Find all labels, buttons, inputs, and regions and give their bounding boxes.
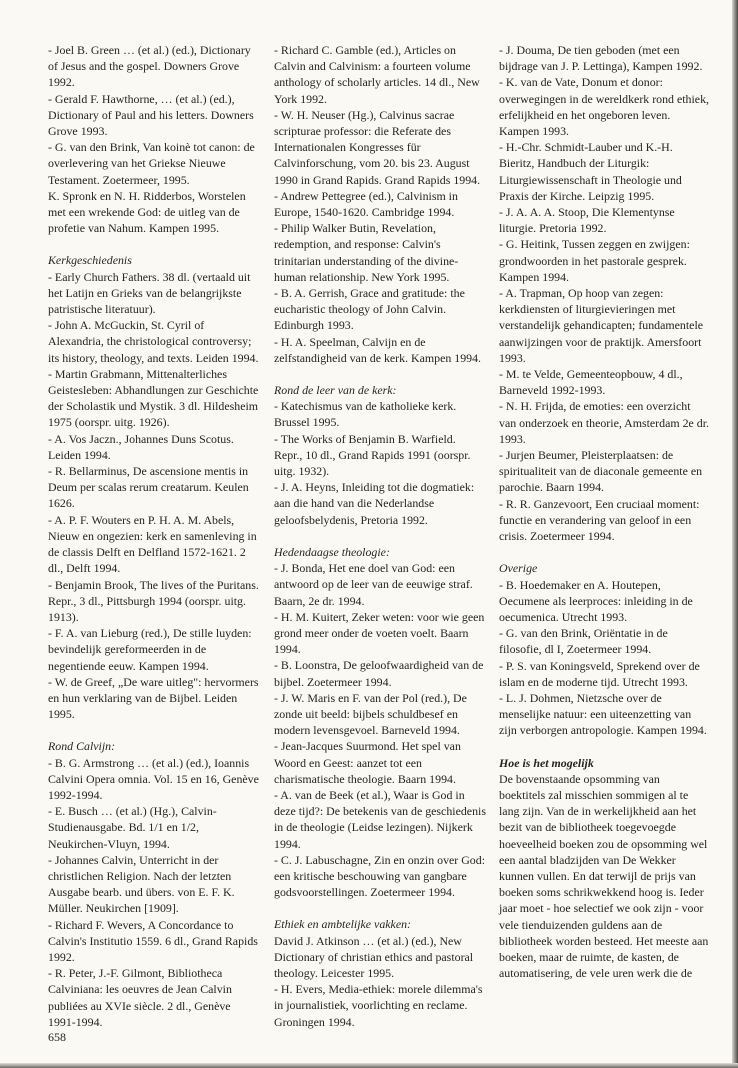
list-item: - H.-Chr. Schmidt-Lauber und K.-H. Bieritz, Handbuch der Liturgik: Liturgiewissenschaft in Theologie und Praxis der Kirche. Leipzig 1995. <box>499 140 682 203</box>
list-item: - G. van den Brink, Oriëntatie in de filosofie, dl I, Zoetermeer 1994. <box>499 626 668 657</box>
list-item: - B. Hoedemaker en A. Houtepen, Oecumene als leerproces: inleiding in de oecumenica. Utrecht 1993. <box>499 577 693 624</box>
article-subheading: Hoe is het mogelijk <box>499 755 594 770</box>
list-item: - J. A. Heyns, Inleiding tot die dogmatiek: aan die hand van die Nederlandse geloofsbelydenis, Pretoria 1992. <box>274 480 475 527</box>
list-item: - W. H. Neuser (Hg.), Calvinus sacrae scripturae professor: die Referate des Internationalen Kongresses für Calvinforschung, vom 20. bis 23. August 1990 in Grand Rapids. Grand Rapids 1994. <box>274 107 481 187</box>
list-item: - K. van de Vate, Donum et donor: overwegingen in de wereldkerk rond ethiek, erfelijkheid en het ongeboren leven. Kampen 1993. <box>499 75 709 139</box>
column-1 <box>48 42 260 1030</box>
list-item: - G. Heitink, Tussen zeggen en zwijgen: grondwoorden in het pastorale gesprek. Kampen 1994. <box>499 237 690 284</box>
list-item: - J. W. Maris en F. van der Pol (red.), De zonde uit beeld: bijbels schuldbesef en modern levensgevoel. Barneveld 1994. <box>274 690 467 738</box>
list-item: - Early Church Fathers. 38 dl. (vertaald uit het Latijn en Grieks van de belangrijkste patristische literatuur). <box>48 269 251 317</box>
list-item: - Richard F. Wevers, A Concordance to Calvin's Institutio 1559. 6 dl., Grand Rapids 1992. <box>48 917 258 964</box>
list-item: - Richard C. Gamble (ed.), Articles on Calvin and Calvinism: a fourteen volume anthology of scholarly articles. 14 dl., New York 1992. <box>274 43 480 106</box>
list-item: - B. A. Gerrish, Grace and gratitude: the eucharistic theology of John Calvin. Edinburgh 1993. <box>274 286 465 333</box>
list-item: - M. te Velde, Gemeenteopbouw, 4 dl., Barneveld 1992-1993. <box>499 367 683 398</box>
list-item: - A. Trapman, Op hoop van zegen: kerkdiensten of liturgievieringen met verstandelijk gehandicapten; fundamentele aanwijzingen voor de praktijk. Amersfoort 1993. <box>499 286 704 365</box>
section-intro-col2 <box>274 42 486 366</box>
section-intro-col3 <box>499 42 709 544</box>
section-rond-calvijn <box>48 738 260 1030</box>
entry-list <box>499 577 709 739</box>
section-heading: Overige <box>499 561 538 576</box>
list-item: - Katechismus van de katholieke kerk. Brussel 1995. <box>274 399 457 430</box>
section-intro-col1 <box>48 42 260 236</box>
list-item: - R. Peter, J.-F. Gilmont, Bibliotheca Calviniana: les oeuvres de Jean Calvin publiées au XVIe siècle. 2 dl., Genève 1991-1994. <box>48 966 232 1029</box>
column-3 <box>499 42 709 981</box>
list-item: - B. Loonstra, De geloofwaardigheid van de bijbel. Zoetermeer 1994. <box>274 658 484 689</box>
section-rond-leer <box>274 382 486 528</box>
list-item: - Gerald F. Hawthorne, … (et al.) (ed.), Dictionary of Paul and his letters. Downers Grove 1993. <box>48 91 254 139</box>
section-hedendaagse-theologie <box>274 544 486 900</box>
list-item: David J. Atkinson … (et al.) (ed.), New Dictionary of christian ethics and pastoral theology. Leicester 1995. <box>274 933 474 980</box>
list-item: - H. M. Kuitert, Zeker weten: voor wie geen grond meer onder de voeten voelt. Baarn 1994. <box>274 609 485 657</box>
list-item: - A. P. F. Wouters en P. H. A. M. Abels, Nieuw en ongezien: kerk en samenleving in de classis Delft en Delfland 1572-1621. 2 dl., Delft 1994. <box>48 512 257 576</box>
section-heading: Rond de leer van de kerk: <box>274 383 397 398</box>
list-item: - A. van de Beek (et al.), Waar is God in deze tijd?: De betekenis van de geschiedenis in de theologie (Leidse lezingen). Nijkerk 1994. <box>274 787 486 851</box>
list-item: - A. Vos Jaczn., Johannes Duns Scotus. Leiden 1994. <box>48 431 234 462</box>
list-item: - Martin Grabmann, Mittenalterliches Geistesleben: Abhandlungen zur Geschichte der Scholastik und Mystik. 3 dl. Hildesheim 1975 (oorspr. uitg. 1926). <box>48 366 259 430</box>
section-heading: Rond Calvijn: <box>48 739 116 754</box>
list-item: - Jurjen Beumer, Pleisterplaatsen: de spiritualiteit van de diaconale gemeente en parochie. Baarn 1994. <box>499 448 703 495</box>
list-item: K. Spronk en N. H. Ridderbos, Worstelen met een wrekende God: de uitleg van de profetie van Nahum. Kampen 1995. <box>48 188 246 236</box>
entry-list <box>48 269 260 723</box>
list-item: - P. S. van Koningsveld, Sprekend over de islam en de moderne tijd. Utrecht 1993. <box>499 658 700 689</box>
page-bottom-edge <box>0 1063 738 1068</box>
list-item: - R. R. Ganzevoort, Een cruciaal moment: functie en verandering van geloof in een crisis. Zoetermeer 1994. <box>499 496 700 544</box>
list-item: - E. Busch … (et al.) (Hg.), Calvin-Studienausgabe. Bd. 1/1 en 1/2, Neukirchen-Vluyn, 1994. <box>48 804 217 851</box>
list-item: - W. de Greef, „De ware uitleg": hervormers en hun verklaring van de Bijbel. Leiden 1995. <box>48 674 259 722</box>
column-2 <box>274 42 486 1030</box>
list-item: - Benjamin Brook, The lives of the Puritans. Repr., 3 dl., Pittsburgh 1994 (oorspr. uitg. 1913). <box>48 577 259 624</box>
list-item: - H. A. Speelman, Calvijn en de zelfstandigheid van de kerk. Kampen 1994. <box>274 334 482 365</box>
entry-list <box>274 933 486 1030</box>
list-item: - L. J. Dohmen, Nietzsche over de menselijke natuur: een uiteenzetting van zijn verborgen antropologie. Kampen 1994. <box>499 690 707 738</box>
list-item: - N. H. Frijda, de emoties: een overzicht van onderzoek en theorie, Amsterdam 2e dr. 1993. <box>499 399 709 446</box>
list-item: - Jean-Jacques Suurmond. Het spel van Woord en Geest: aanzet tot een charismatische theologie. Baarn 1994. <box>274 739 461 786</box>
list-item: - John A. McGuckin, St. Cyril of Alexandria, the christological controversy; its history, theology, and texts. Leiden 1994. <box>48 318 259 365</box>
section-heading: Hedendaagse theologie: <box>274 544 390 559</box>
list-item: - Philip Walker Butin, Revelation, redemption, and response: Calvin's trinitarian understanding of the divine-human relationship. New York 1995. <box>274 221 459 284</box>
list-item: - F. A. van Lieburg (red.), De stille luyden: bevindelijk gereformeerden in de negentiende eeuw. Kampen 1994. <box>48 626 252 673</box>
page-number: 658 <box>48 1030 66 1044</box>
entry-list <box>48 755 260 1030</box>
list-item: - Andrew Pettegree (ed.), Calvinism in Europe, 1540-1620. Cambridge 1994. <box>274 188 458 220</box>
section-heading: Ethiek en ambtelijke vakken: <box>274 917 411 932</box>
body-paragraph: De bovenstaande opsomming van boektitels zal misschien sommigen al te lang zijn. Van de in werkelijkheid aan het bezit van de bibliotheek toegevoegde hoeveelheid boeken zou de opsomming wel een aantal bladzijden van De Wekker kunnen vullen. En dat terwijl de prijs van boeken soms schrikwekkend hoog is. Ieder jaar moet - hoe selectief we ook zijn - voor vele tienduizenden guldens aan de bibliotheek worden besteed. Het meeste aan boeken, maar de ruimte, de kasten, de automatisering, de vele uren werk die de <box>499 771 709 981</box>
section-overige <box>499 560 709 738</box>
list-item: - J. Douma, De tien geboden (met een bijdrage van J. P. Lettinga), Kampen 1992. <box>499 43 703 74</box>
list-item: - The Works of Benjamin B. Warfield. Repr., 10 dl., Grand Rapids 1991 (oorspr. uitg. 1932). <box>274 431 471 479</box>
list-item: - Johannes Calvin, Unterricht in der christlichen Religion. Nach der letzten Ausgabe bearb. und übers. von E. F. K. Müller. Neukirchen [1909]. <box>48 852 235 916</box>
list-item: - H. Evers, Media-ethiek: morele dilemma's in journalistiek, voorlichting en reclame. Groningen 1994. <box>274 982 483 1029</box>
section-heading: Kerkgeschiedenis <box>48 253 132 268</box>
list-item: - J. Bonda, Het ene doel van God: een antwoord op de leer van de eeuwige straf. Baarn, 2e dr. 1994. <box>274 561 473 608</box>
book-edge-shadow <box>732 0 738 1068</box>
list-item: - R. Bellarminus, De ascensione mentis in Deum per scalas rerum creatarum. Keulen 1626. <box>48 464 249 511</box>
entry-list <box>274 560 486 900</box>
section-ethiek <box>274 916 486 1029</box>
list-item: - G. van den Brink, Van koinè tot canon: de overlevering van het Griekse Nieuwe Testament. Zoetermeer, 1995. <box>48 140 255 187</box>
section-kerkgeschiedenis <box>48 252 260 722</box>
entry-list <box>274 398 486 528</box>
list-item: - B. G. Armstrong … (et al.) (ed.), Ioannis Calvini Opera omnia. Vol. 15 en 16, Genève 1992-1994. <box>48 755 259 802</box>
section-hoe-is-het-mogelijk <box>499 755 709 982</box>
list-item: - C. J. Labuschagne, Zin en onzin over God: een kritische beschouwing van gangbare godsvoorstellingen. Zoetermeer 1994. <box>274 852 486 900</box>
list-item: - Joel B. Green … (et al.) (ed.), Dictionary of Jesus and the gospel. Downers Grove 1992. <box>48 43 251 90</box>
list-item: - J. A. A. A. Stoop, Die Klementynse liturgie. Pretoria 1992. <box>499 205 675 236</box>
